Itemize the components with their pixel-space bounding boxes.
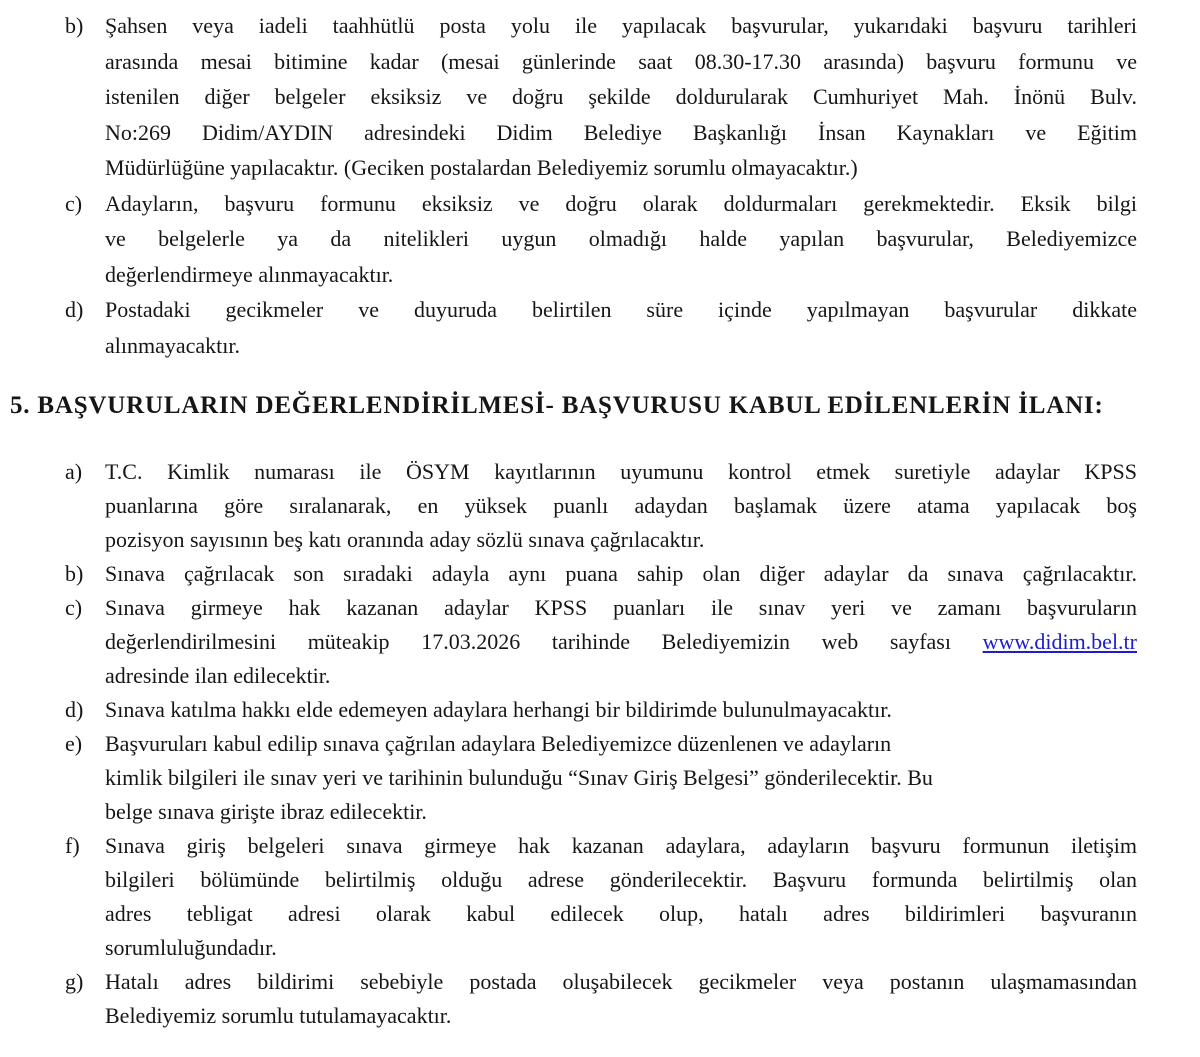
text-line: Müdürlüğüne yapılacaktır. (Geciken postalardan Belediyemiz sorumlu olmayacaktır.)	[105, 155, 858, 180]
list-marker: b)	[65, 13, 84, 38]
text-line: Şahsen veya iadeli taahhütlü posta yolu ile yapılacak başvurular, yukarıdaki başvuru tarihleri	[105, 13, 1137, 38]
text-line: pozisyon sayısının beş katı oranında aday sözlü sınava çağrılacaktır.	[105, 527, 705, 552]
list-item-f	[65, 829, 1137, 965]
application-procedure-list	[65, 8, 1137, 363]
text-line: sorumluluğundadır.	[105, 935, 277, 960]
text-line: Hatalı adres bildirimi sebebiyle postada oluşabilecek gecikmeler veya postanın ulaşmamasından	[105, 969, 1137, 994]
list-item-e	[65, 727, 1137, 829]
list-marker: b)	[65, 561, 84, 586]
list-item-b	[65, 557, 1137, 591]
didim-website-link[interactable]: www.didim.bel.tr	[982, 629, 1137, 654]
list-marker: g)	[65, 969, 84, 994]
text-line: bilgileri bölümünde belirtilmiş olduğu adrese gönderilecektir. Başvuru formunda belirtilmiş olan	[105, 867, 1137, 892]
list-marker: c)	[65, 595, 83, 620]
text-line: istenilen diğer belgeler eksiksiz ve doğru şekilde doldurularak Cumhuriyet Mah. İnönü Bulv.	[105, 84, 1137, 109]
list-item-c	[65, 186, 1137, 293]
text-line-with-link	[105, 625, 1137, 659]
text-line: Postadaki gecikmeler ve duyuruda belirtilen süre içinde yapılmayan başvurular dikkate	[105, 297, 1137, 322]
list-marker: c)	[65, 190, 83, 216]
text-line: Sınava çağrılacak son sıradaki adayla aynı puana sahip olan diğer adaylar da sınava çağrılacaktır.	[105, 561, 1137, 586]
list-item-a	[65, 455, 1137, 557]
list-marker: d)	[65, 697, 84, 722]
text-line: ve belgelerle ya da nitelikleri uygun olmadığı halde yapılan başvurular, Belediyemizce	[105, 226, 1137, 251]
list-marker: e)	[65, 731, 83, 756]
text-line: Adayların, başvuru formunu eksiksiz ve doğru olarak doldurmaları gerekmektedir. Eksik bilgi	[105, 190, 1137, 216]
text-line: arasında mesai bitimine kadar (mesai günlerinde saat 08.30-17.30 arasında) başvuru formunu ve	[105, 48, 1137, 74]
text-line: alınmayacaktır.	[105, 332, 240, 358]
list-marker: d)	[65, 297, 84, 322]
list-marker: a)	[65, 459, 83, 484]
evaluation-announcement-list	[65, 455, 1137, 1033]
text-line: Başvuruları kabul edilip sınava çağrılan adaylara Belediyemizce düzenlenen ve adayların	[105, 731, 892, 756]
text-line: T.C. Kimlik numarası ile ÖSYM kayıtlarının uyumunu kontrol etmek suretiyle adaylar KPSS	[105, 459, 1137, 484]
text-line: değerlendirmeye alınmayacaktır.	[105, 261, 394, 287]
text-line: Sınava girmeye hak kazanan adaylar KPSS puanları ile sınav yeri ve zamanı başvuruların	[105, 595, 1137, 620]
text-line: kimlik bilgileri ile sınav yeri ve tarihinin bulunduğu “Sınav Giriş Belgesi” gönderilecektir. Bu	[105, 765, 933, 790]
text-line: adresinde ilan edilecektir.	[105, 663, 331, 688]
text-line: adres tebligat adresi olarak kabul edilecek olup, hatalı adres bildirimleri başvuranın	[105, 901, 1137, 926]
section-heading: 5. BAŞVURULARIN DEĞERLENDİRİLMESİ- BAŞVURUSU KABUL EDİLENLERİN İLANI:	[10, 392, 1104, 419]
list-marker: f)	[65, 833, 80, 858]
text-line: Sınava katılma hakkı elde edemeyen adaylara herhangi bir bildirimde bulunulmayacaktır.	[105, 697, 892, 722]
list-item-c	[65, 591, 1137, 693]
list-item-d	[65, 292, 1137, 363]
text-line: No:269 Didim/AYDIN adresindeki Didim Belediye Başkanlığı İnsan Kaynakları ve Eğitim	[105, 119, 1137, 145]
text-line: puanlarına göre sıralanarak, en yüksek puanlı adaydan başlamak üzere atama yapılacak boş	[105, 493, 1137, 518]
text-line: Sınava giriş belgeleri sınava girmeye hak kazanan adaylara, adayların başvuru formunun iletişim	[105, 833, 1137, 858]
list-item-d	[65, 693, 1137, 727]
list-item-b	[65, 8, 1137, 186]
text-line: Belediyemiz sorumlu tutulamayacaktır.	[105, 1003, 452, 1028]
text-segment: değerlendirilmesini müteakip 17.03.2026 tarihinde Belediyemizin web sayfası	[105, 629, 983, 654]
text-line: belge sınava girişte ibraz edilecektir.	[105, 799, 427, 824]
list-item-g	[65, 965, 1137, 1033]
